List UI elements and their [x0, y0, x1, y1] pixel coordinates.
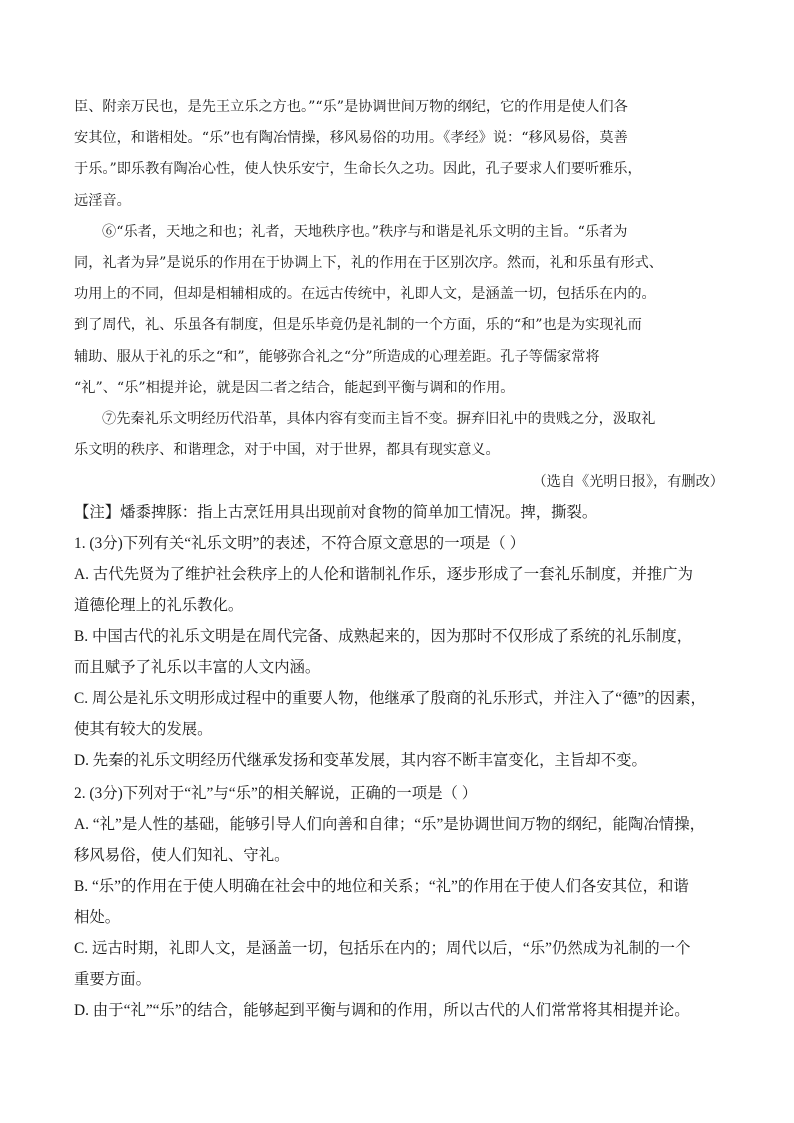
option-c[interactable] — [74, 683, 724, 745]
text-line: 臣、附亲万民也，是先王立乐之方也。”“乐”是协调世间万物的纲纪，它的作用是使人们各 — [74, 99, 628, 115]
question-stem: 1. (3分)下列有关“礼乐文明”的表述，不符合原文意思的一项是（ ） — [74, 535, 526, 553]
question-stem: 2. (3分)下列对于“礼”与“乐”的相关解说，正确的一项是（ ） — [74, 785, 478, 803]
option-line: 而且赋予了礼乐以丰富的人文内涵。 — [74, 659, 321, 677]
text-line: ⑦先秦礼乐文明经历代沿革，具体内容有变而主旨不变。摒弃旧礼中的贵贱之分，汲取礼 — [102, 410, 656, 427]
option-line: 使其有较大的发展。 — [74, 721, 213, 739]
option-line: A. “礼”是人性的基础，能够引导人们向善和自律；“乐”是协调世间万物的纲纪，能陶冶情操， — [74, 816, 705, 834]
text-line: 辅助、服从于礼的乐之“和”，能够弥合礼之“分”所造成的心理差距。孔子等儒家常将 — [74, 348, 600, 365]
option-a[interactable] — [74, 559, 724, 621]
text-line: “礼”、“乐”相提并论，就是因二者之结合，能起到平衡与调和的作用。 — [74, 379, 515, 396]
option-d[interactable] — [74, 995, 724, 1026]
option-line: A. 古代先贤为了维护社会秩序上的人伦和谐制礼作乐，逐步形成了一套礼乐制度，并推广为 — [74, 566, 694, 584]
option-d[interactable] — [74, 745, 724, 776]
passage-paragraph-5-continued — [74, 92, 724, 217]
option-line: C. 周公是礼乐文明形成过程中的重要人物，他继承了殷商的礼乐形式，并注入了“德”的因素， — [74, 690, 706, 708]
option-line: B. 中国古代的礼乐文明是在周代完备、成熟起来的，因为那时不仅形成了系统的礼乐制度， — [74, 628, 693, 646]
text-line: 同，礼者为异”是说乐的作用在于协调上下，礼的作用在于区别次序。然而，礼和乐虽有形式、 — [74, 254, 663, 271]
questions-section — [74, 528, 724, 1026]
option-b[interactable] — [74, 621, 724, 683]
passage-source: （选自《光明日报》，有删改） — [532, 474, 724, 491]
option-line: 相处。 — [74, 909, 121, 927]
option-line: D. 先秦的礼乐文明经历代继承发扬和变革发展，其内容不断丰富变化，主旨却不变。 — [74, 752, 647, 770]
page-content — [74, 92, 724, 1026]
option-line: 道德伦理上的礼乐教化。 — [74, 597, 244, 615]
option-line: D. 由于“礼”“乐”的结合，能够起到平衡与调和的作用，所以古代的人们常常将其相提并论。 — [74, 1002, 690, 1020]
text-line: 安其位，和谐相处。“乐”也有陶冶情操，移风易俗的功用。《孝经》说：“移风易俗，莫善 — [74, 130, 628, 147]
option-b[interactable] — [74, 871, 724, 933]
passage-paragraph-6 — [74, 217, 724, 404]
option-c[interactable] — [74, 933, 724, 995]
option-line: 移风易俗，使人们知礼、守礼。 — [74, 847, 290, 865]
text-line: 远淫音。 — [74, 192, 131, 209]
option-line: C. 远古时期，礼即人文，是涵盖一切，包括乐在内的；周代以后，“乐”仍然成为礼制的一个 — [74, 940, 691, 958]
annotation-note: 【注】燔黍捭豚：指上古烹饪用具出现前对食物的简单加工情况。捭，撕裂。 — [74, 504, 598, 522]
passage-paragraph-7 — [74, 404, 724, 466]
question-1 — [74, 528, 724, 776]
option-line: B. “乐”的作用在于使人明确在社会中的地位和关系；“礼”的作用在于使人们各安其位，和谐 — [74, 878, 689, 896]
text-line: 功用上的不同，但却是相辅相成的。在远古传统中，礼即人文，是涵盖一切，包括乐在内的。 — [74, 286, 656, 303]
option-line: 重要方面。 — [74, 971, 151, 989]
option-a[interactable] — [74, 809, 724, 871]
text-line: 于乐。”即乐教有陶冶心性，使人快乐安宁，生命长久之功。因此，孔子要求人们要听雅乐， — [74, 161, 642, 178]
text-line: 到了周代，礼、乐虽各有制度，但是乐毕竟仍是礼制的一个方面，乐的“和”也是为实现礼而 — [74, 317, 642, 334]
text-line: 乐文明的秩序、和谐理念，对于中国，对于世界，都具有现实意义。 — [74, 442, 500, 459]
text-line: ⑥“乐者，天地之和也；礼者，天地秩序也。”秩序与和谐是礼乐文明的主旨。“乐者为 — [102, 223, 628, 240]
question-2 — [74, 778, 724, 1026]
